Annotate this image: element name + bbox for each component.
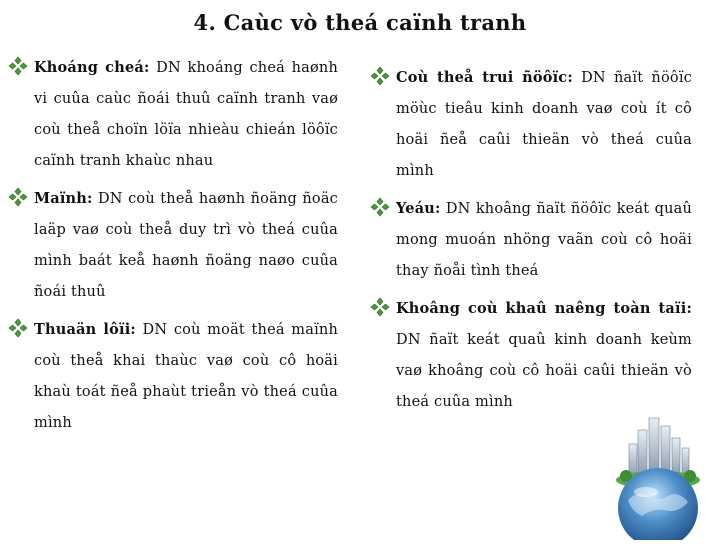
- item-body: DN ñaït ñöôïc möùc tieâu kinh doanh vaø coù ít cô hoäi ñeå caûi thieän vò theá cuûa mình: [396, 70, 692, 179]
- item-body: DN khoâng ñaït ñöôïc keát quaû mong muoán nhöng vaãn coù cô hoäi thay ñoåi tình theá: [396, 201, 692, 279]
- diamond-cluster-icon: [8, 187, 28, 207]
- list-item: [370, 62, 692, 187]
- list-item: [370, 293, 692, 418]
- diamond-cluster-icon: [8, 56, 28, 76]
- left-column: [8, 52, 338, 445]
- item-label: Khoáng cheá:: [34, 59, 150, 76]
- item-body: DN ñaït keát quaû kinh doanh keùm vaø khoâng coù cô hoäi caûi thieän vò theá cuûa mình: [396, 332, 692, 410]
- slide-title: 4. Caùc vò theá caïnh tranh: [193, 10, 527, 35]
- globe-city-illustration: [598, 410, 720, 540]
- list-item: [8, 52, 338, 177]
- diamond-cluster-icon: [8, 318, 28, 338]
- diamond-cluster-icon: [370, 297, 390, 317]
- item-text: [34, 183, 338, 308]
- item-label: Yeáu:: [396, 200, 441, 217]
- item-label: Thuaän lôïi:: [34, 321, 136, 338]
- item-label: Maïnh:: [34, 190, 93, 207]
- item-body: DN khoáng cheá haønh vi cuûa caùc ñoái thuû caïnh tranh vaø coù theå choïn löïa nhieàu chieán löôïc caïnh tranh khaùc nhau: [34, 60, 339, 169]
- item-text: [34, 52, 338, 177]
- diamond-cluster-icon: [370, 66, 390, 86]
- item-label: Khoâng coù khaû naêng toàn taïi:: [396, 300, 692, 317]
- list-item: [8, 183, 338, 308]
- diamond-cluster-icon: [370, 197, 390, 217]
- item-text: [396, 293, 692, 418]
- right-column: [370, 62, 692, 424]
- list-item: [8, 314, 338, 439]
- item-text: [396, 193, 692, 287]
- item-body: DN coù moät theá maïnh coù theå khai thaùc vaø coù cô hoäi khaù toát ñeå phaùt trieån vò theá cuûa mình: [34, 322, 338, 431]
- item-body: DN coù theå haønh ñoäng ñoäc laäp vaø coù theå duy trì vò theá cuûa mình baát keå haønh ñoäng naøo cuûa ñoái thuû: [34, 191, 338, 300]
- item-label: Coù theå trui ñöôïc:: [396, 69, 573, 86]
- item-text: [396, 62, 692, 187]
- item-text: [34, 314, 338, 439]
- list-item: [370, 193, 692, 287]
